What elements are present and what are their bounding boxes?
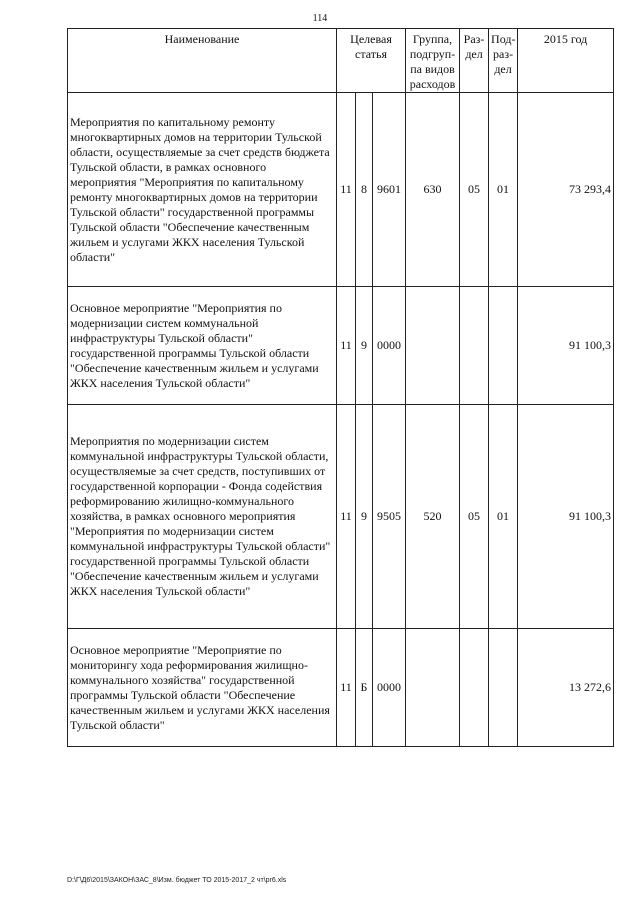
row-expense-group	[406, 287, 460, 405]
row-section	[460, 287, 489, 405]
header-name: Наименование	[68, 29, 337, 93]
row-target-direction: 0000	[373, 629, 406, 747]
row-target-subprogram: Б	[356, 629, 373, 747]
row-target-direction: 0000	[373, 287, 406, 405]
header-year: 2015 год	[518, 29, 614, 93]
row-amount: 13 272,6	[518, 629, 614, 747]
header-row	[68, 29, 614, 93]
row-section: 05	[460, 405, 489, 629]
row-name: Основное мероприятие "Мероприятия по модернизации систем коммунальной инфраструктуры Тульской области" государственной программы Тульской области "Обеспечение качественным жильем и услугами ЖКХ населения Тульской области"	[68, 287, 337, 405]
header-target-article: Целевая статья	[337, 29, 406, 93]
page-number: 114	[312, 13, 328, 24]
header-subsection: Под-раз-дел	[489, 29, 518, 93]
row-target-program: 11	[337, 405, 356, 629]
table-row	[68, 287, 614, 405]
table-row	[68, 629, 614, 747]
row-section	[460, 629, 489, 747]
row-target-subprogram: 9	[356, 405, 373, 629]
row-target-program: 11	[337, 93, 356, 287]
row-target-subprogram: 8	[356, 93, 373, 287]
row-name: Мероприятия по капитальному ремонту многоквартирных домов на территории Тульской области, осуществляемые за счет средств бюджета Тульской области, в рамках основного мероприятия "Мероприятия по капитальному ремонту многоквартирных домов на территории Тульской области" государственной программы Тульской области "Обеспечение качественным жильем и услугами ЖКХ населения Тульской области"	[68, 93, 337, 287]
row-target-direction: 9505	[373, 405, 406, 629]
row-amount: 91 100,3	[518, 287, 614, 405]
row-subsection	[489, 287, 518, 405]
row-name: Основное мероприятие "Мероприятие по мониторингу хода реформирования жилищно-коммунального хозяйства" государственной программы Тульской области "Обеспечение качественным жильем и услугами ЖКХ населения Тульской области"	[68, 629, 337, 747]
header-section: Раз-дел	[460, 29, 489, 93]
file-path-footer: D:\Г\Д6\2015\ЗАКОН\ЗАС_8\Изм. бюджет ТО 2015-2017_2 чт\pr6.xls	[67, 877, 287, 884]
row-subsection	[489, 629, 518, 747]
row-section: 05	[460, 93, 489, 287]
row-expense-group: 520	[406, 405, 460, 629]
row-expense-group	[406, 629, 460, 747]
row-target-direction: 9601	[373, 93, 406, 287]
table-row	[68, 405, 614, 629]
header-expense-group: Группа, подгруп-па видов расходов	[406, 29, 460, 93]
row-amount: 73 293,4	[518, 93, 614, 287]
row-target-program: 11	[337, 287, 356, 405]
row-subsection: 01	[489, 405, 518, 629]
row-target-program: 11	[337, 629, 356, 747]
row-target-subprogram: 9	[356, 287, 373, 405]
row-subsection: 01	[489, 93, 518, 287]
row-amount: 91 100,3	[518, 405, 614, 629]
table-row	[68, 93, 614, 287]
row-name: Мероприятия по модернизации систем коммунальной инфраструктуры Тульской области, осуществляемые за счет средств, поступивших от государственной корпорации - Фонда содействия реформированию жилищно-коммунального хозяйства, в рамках основного мероприятия "Мероприятия по модернизации систем коммунальной инфраструктуры Тульской области" государственной программы Тульской области "Обеспечение качественным жильем и услугами ЖКХ населения Тульской области"	[68, 405, 337, 629]
budget-table	[67, 28, 614, 747]
row-expense-group: 630	[406, 93, 460, 287]
